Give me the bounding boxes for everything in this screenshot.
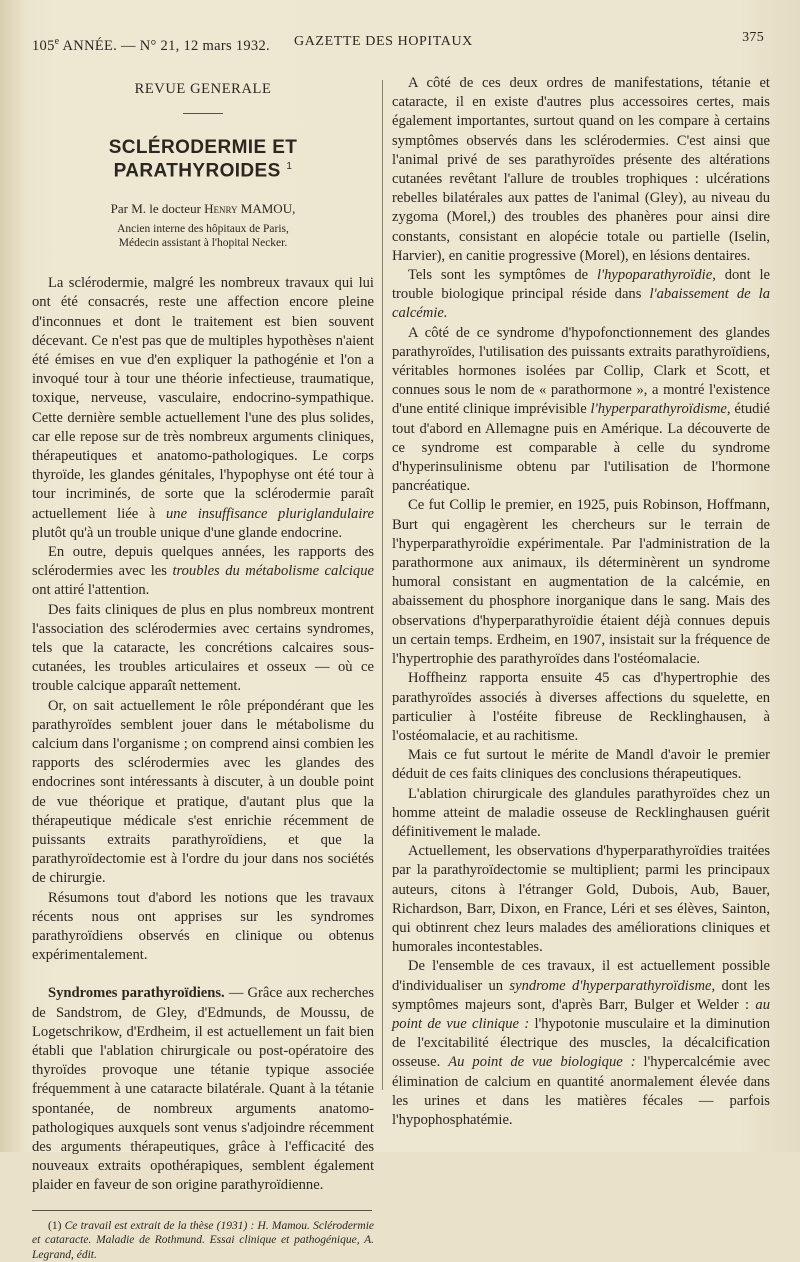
paragraph: Or, on sait actuellement le rôle prépondérant que les parathyroïdes semblent jouer dans le métabolisme du calcium dans l'organisme ; on comprend ainsi combien les rapports des sclérodermies avec les glandes des endocrines sont intéressants à discuter, à un double point de vue théorique et pratique, d'autant plus que la thérapeutique médicale s'est enrichie récemment de puissants extraits parathyroïdiens, et que la parathyroïdectomie est à l'ordre du jour dans nos sociétés de chirurgie. [32, 697, 374, 887]
page-number: 375 [742, 30, 764, 45]
paragraph: Syndromes parathyroïdiens. — Grâce aux recherches de Sandstrom, de Gley, d'Edmunds, de Moussu, de Logetschrikow, d'Erdheim, il est actuellement un fait bien établi que l'ablation chirurgicale ou post-opératoire des thyroïdes provoque une tétanie typique associée fréquemment à une cataracte bilatérale. Quant à la tétanie spontanée, de nombreux arguments anatomo-pathologiques auxquels sont venus s'adjoindre récemment des arguments thérapeutiques, grâce à l'efficacité des nouveaux extraits opothérapiques, semblent également plaider en faveur de son origine parathyroïdienne. [32, 985, 374, 1194]
paragraph: A côté de ce syndrome d'hypofonctionnement des glandes parathyroïdes, l'utilisation des puissants extraits parathyroïdiens, véritables hormones isolées par Collip, Clark et Scott, et connues sous le nom de « parathormone », a montré l'existence d'une entité clinique imprévisible l'hyperparathyroïdisme, étudié tout d'abord en Allemagne puis en Amérique. La découverte de ce syndrome est comparable à celle du syndrome d'hyperinsulinisme obtenu par l'utilisation de l'hormone pancréatique. [392, 324, 771, 495]
section-rubric: REVUE GENERALE [134, 81, 272, 97]
paragraph: Hoffheinz rapporta ensuite 45 cas d'hypertrophie des parathyroïdes associés à diverses affections du squelette, en particulier à l'ostéite fibreuse de Recklinghausen, à l'ostéomalacie, et au rachitisme. [392, 670, 770, 744]
left-column [32, 74, 374, 1262]
paragraph: Actuellement, les observations d'hyperparathyroïdies traitées par la parathyroïdectomie se multiplient; parmi les principaux auteurs, citons à l'étranger Gold, Dubois, Aub, Bauer, Richardson, Barr, Dixon, en France, Léri et ses élèves, Sainton, qui obtinrent chez leurs malades des améliorations cliniques et humorales incontestables. [392, 843, 770, 956]
right-column [392, 74, 770, 1130]
section-subheading: Syndromes parathyroïdiens. [48, 985, 225, 1002]
title-rule [183, 113, 223, 114]
paragraph: En outre, depuis quelques années, les rapports des sclérodermies avec les troubles du métabolisme calcique ont attiré l'attention. [32, 543, 374, 599]
running-header [32, 26, 764, 56]
author-affiliation: Ancien interne des hôpitaux de Paris, Médecin assistant à l'hopital Necker. [117, 223, 289, 250]
paragraph: Mais ce fut surtout le mérite de Mandl d'avoir le premier déduit de ces faits cliniques des conclusions thérapeutiques. [392, 747, 770, 783]
paragraph: De l'ensemble de ces travaux, il est actuellement possible d'individualiser un syndrome d'hyperparathyroïdisme, dont les symptômes majeurs sont, d'après Barr, Bulger et Welder : au point de vue clinique : l'hypotonie musculaire et la diminution de l'excitabilité électrique des muscles, la décalcification osseuse. Au point de vue biologique : l'hypercalcémie avec élimination de calcium en quantité anormalement élevée dans les urines et dans les matières fécales — parfois l'hypophosphatémie. [392, 958, 770, 1128]
paragraph: L'ablation chirurgicale des glandules parathyroïdes chez un homme atteint de maladie osseuse de Recklinghausen guérit définitivement le malade. [392, 785, 770, 840]
paragraph: Des faits cliniques de plus en plus nombreux montrent l'association des sclérodermies avec certains syndromes, tels que la cataracte, les concrétions calcaires sous-cutanées, les troubles articulaires et osseux — où ce trouble calcique apparaît nettement. [32, 601, 374, 695]
paragraph: La sclérodermie, malgré les nombreux travaux qui lui ont été consacrés, reste une affection encore pleine d'inconnues et dont le traitement est bien souvent décevant. Ce n'est pas que de multiples hypothèses n'aient été émises en vue d'en expliquer la pathogénie et l'on a invoqué tour à tour une théorie infectieuse, traumatique, toxique, nerveuse, vasculaire, endocrino-sympathique. Cette dernière semble actuellement l'une des plus solides, car elle repose sur de très nombreux arguments cliniques, thérapeutiques et anatomo-pathologiques. Le corps thyroïde, les glandes génitales, l'hypophyse ont été tour à tour incriminés, de sorte que la sclérodermie paraît actuellement liée à une insuffisance pluriglandulaire plutôt qu'à un trouble unique d'une glande endocrine. [32, 275, 374, 541]
paragraph: Ce fut Collip le premier, en 1925, puis Robinson, Hoffmann, Burt qui engagèrent les chercheurs sur le terrain de l'hyperparathyroïdie expérimentale. Par l'administration de la parathormone aux animaux, ils déterminèrent un syndrome humoral consistant en augmentation de la calcémie, en abaissement du phosphore inorganique dans le sang. Mais des observations d'hyperparathyroïdie étaient déjà connues depuis un certain temps. Erdheim, en 1907, insistait sur la fréquence de l'hypertrophie des parathyroïdes dans l'ostéomalacie. [392, 497, 770, 668]
paragraph: A côté de ces deux ordres de manifestations, tétanie et cataracte, il en existe d'autres plus accessoires certes, mais également importantes, surtout quand on les compare à certains symptômes observés dans les sclérodermies. C'est ainsi que l'animal privé de ses parathyroïdes présente des altérations cutanées revêtant l'allure de troubles trophiques : ulcérations rebelles bilatérales aux pattes de l'animal (Gley), au niveau du zygoma (Morel,) des troubles des phanères pour ainsi dire constants, consistant en alopécie totale ou partielle (Iselin, Harvier), en canitie progressive (Morel), en lésions dentaires. [392, 75, 770, 264]
article-title: SCLÉRODERMIE ET PARATHYROIDES $^1$ [108, 137, 298, 182]
journal-name: GAZETTE DES HOPITAUX [294, 34, 473, 49]
column-divider [382, 80, 383, 1090]
author-name: Henry MAMOU, [204, 200, 296, 216]
byline: Par M. le docteur Henry MAMOU, [110, 200, 296, 216]
issue-info: 105e ANNÉE. — N° 21, 12 mars 1932. [32, 36, 270, 54]
footnote-rule [32, 1210, 372, 1211]
paragraph: Résumons tout d'abord les notions que les travaux récents nous ont apprises sur les syndromes parathyroïdiens observés en clinique ou obtenus expérimentalement. [32, 889, 374, 964]
paragraph: Tels sont les symptômes de l'hypoparathyroïdie, dont le trouble biologique principal réside dans l'abaissement de la calcémie. [392, 267, 770, 322]
footnote: (1) Ce travail est extrait de la thèse (1931) : H. Mamou. Sclérodermie et cataracte. Maladie de Rothmund. Essai clinique et pathogénique, A. Legrand, édit. [32, 1219, 374, 1261]
